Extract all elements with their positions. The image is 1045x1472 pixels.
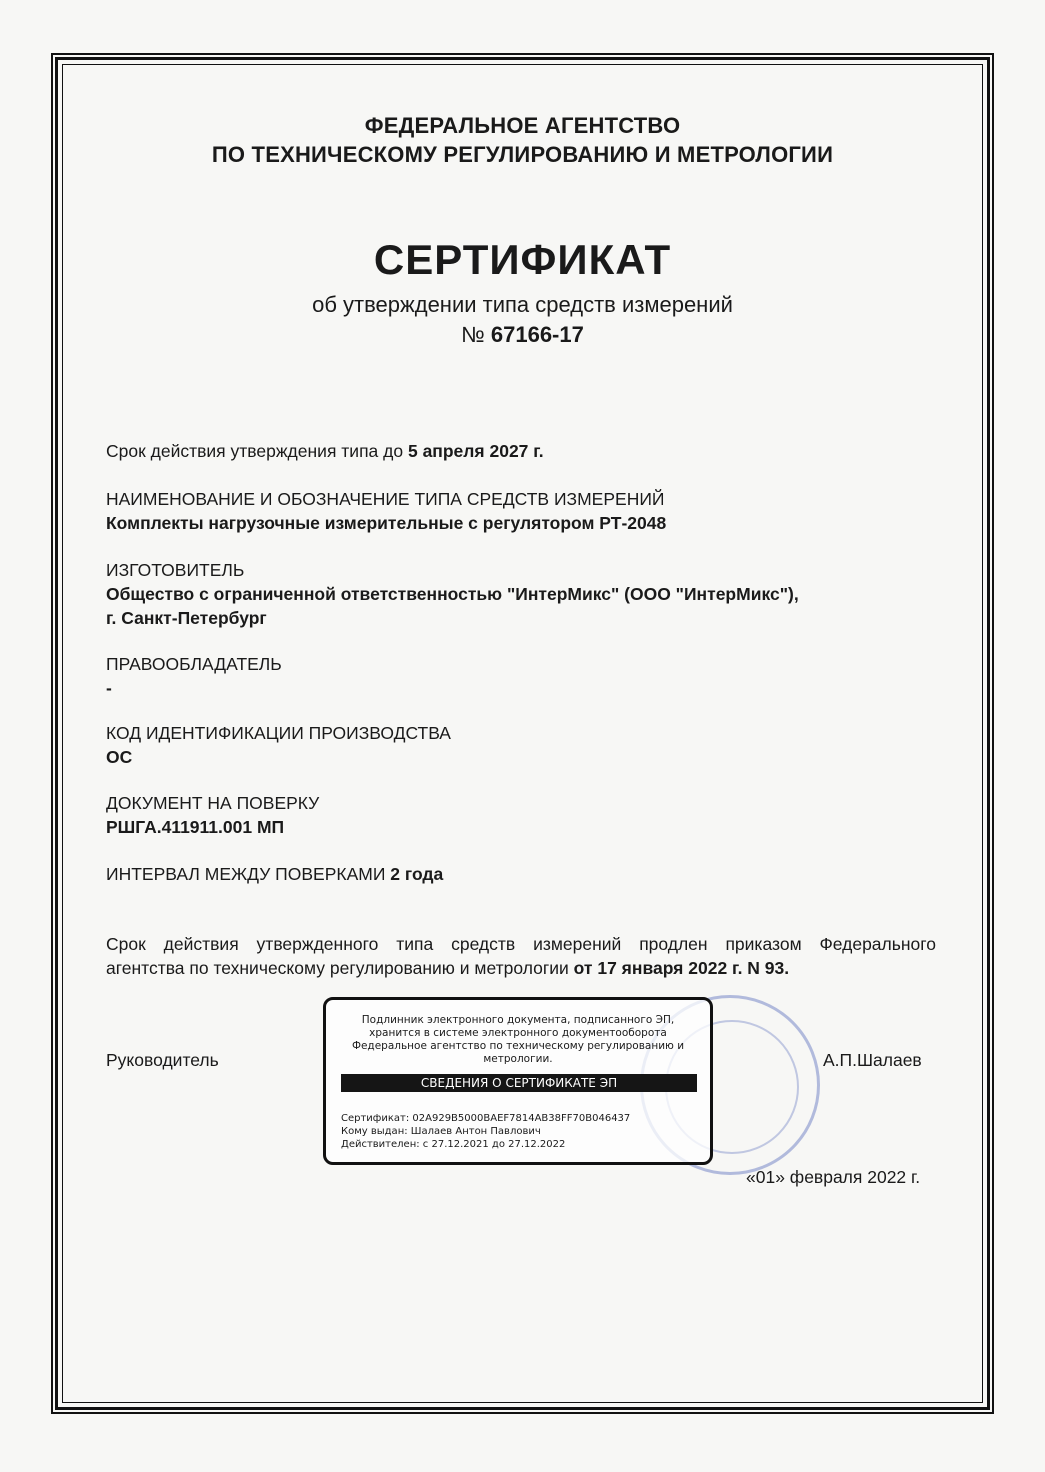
- ep-valid-row: [341, 1138, 630, 1151]
- rights-holder-value: -: [106, 678, 112, 698]
- type-name-value: Комплекты нагрузочные измерительные с регулятором РТ-2048: [106, 513, 667, 533]
- issue-date: «01» февраля 2022 г.: [746, 1167, 921, 1187]
- ep-issued-label: Кому выдан:: [341, 1126, 408, 1137]
- interval-line: [106, 864, 443, 885]
- ep-issued-value: Шалаев Антон Павлович: [410, 1126, 541, 1137]
- ep-stamp-details: [341, 1112, 630, 1151]
- ep-stamp-line1: Подлинник электронного документа, подписанного ЭП,: [361, 1014, 675, 1026]
- extension-line2-bold: от 17 января 2022 г. N 93.: [573, 958, 790, 978]
- production-code-value: ОС: [106, 747, 133, 767]
- extension-line2: [106, 958, 789, 979]
- verification-doc-label: ДОКУМЕНТ НА ПОВЕРКУ: [106, 793, 320, 813]
- manufacturer-value-line1: Общество с ограниченной ответственностью "ИнтерМикс" (ООО "ИнтерМикс"),: [106, 584, 799, 604]
- certificate-number-prefix: №: [461, 322, 485, 347]
- validity-label: Срок действия утверждения типа до: [106, 441, 404, 461]
- ep-cert-row: [341, 1112, 630, 1125]
- type-name-label: НАИМЕНОВАНИЕ И ОБОЗНАЧЕНИЕ ТИПА СРЕДСТВ ИЗМЕРЕНИЙ: [106, 489, 665, 509]
- verification-doc-value: РШГА.411911.001 МП: [106, 817, 285, 837]
- ep-valid-value: с 27.12.2021 до 27.12.2022: [422, 1139, 566, 1150]
- certificate-number-value: 67166-17: [490, 322, 584, 347]
- signatory-role: Руководитель: [106, 1050, 219, 1070]
- ep-valid-label: Действителен:: [341, 1139, 420, 1150]
- interval-label: ИНТЕРВАЛ МЕЖДУ ПОВЕРКАМИ: [106, 864, 386, 884]
- ep-stamp-line3: Федеральное агентство по техническому регулированию и: [351, 1040, 685, 1052]
- interval-value: 2 года: [390, 864, 444, 884]
- validity-line: [106, 441, 544, 462]
- validity-value: 5 апреля 2027 г.: [407, 441, 544, 461]
- extension-line2-text: агентства по техническому регулированию и метрологии: [106, 958, 569, 978]
- production-code-label: КОД ИДЕНТИФИКАЦИИ ПРОИЗВОДСТВА: [106, 723, 451, 743]
- rights-holder-label: ПРАВООБЛАДАТЕЛЬ: [106, 654, 282, 674]
- ep-cert-label: Сертификат:: [341, 1113, 410, 1124]
- ep-stamp-line2: хранится в системе электронного документооборота: [369, 1027, 667, 1039]
- ep-issued-row: [341, 1125, 630, 1138]
- agency-name-line1: ФЕДЕРАЛЬНОЕ АГЕНТСТВО: [364, 113, 681, 138]
- certificate-title: СЕРТИФИКАТ: [373, 236, 672, 283]
- signatory-name: А.П.Шалаев: [823, 1050, 922, 1070]
- ep-cert-value: 02A929B5000BAEF7814AB38FF70B046437: [412, 1113, 631, 1124]
- ep-stamp-header: [326, 1014, 710, 1066]
- certificate-number: [0, 322, 1045, 348]
- manufacturer-label: ИЗГОТОВИТЕЛЬ: [106, 560, 245, 580]
- ep-stamp-line4: метрологии.: [483, 1053, 553, 1065]
- electronic-signature-stamp: [323, 997, 713, 1165]
- ep-stamp-bar: СВЕДЕНИЯ О СЕРТИФИКАТЕ ЭП: [341, 1074, 697, 1092]
- agency-name-line2: ПО ТЕХНИЧЕСКОМУ РЕГУЛИРОВАНИЮ И МЕТРОЛОГИИ: [211, 142, 834, 167]
- extension-line1: Срок действия утвержденного типа средств измерений продлен приказом Федерального: [106, 934, 936, 954]
- certificate-subtitle: об утверждении типа средств измерений: [312, 292, 733, 317]
- manufacturer-value-line2: г. Санкт-Петербург: [106, 608, 267, 628]
